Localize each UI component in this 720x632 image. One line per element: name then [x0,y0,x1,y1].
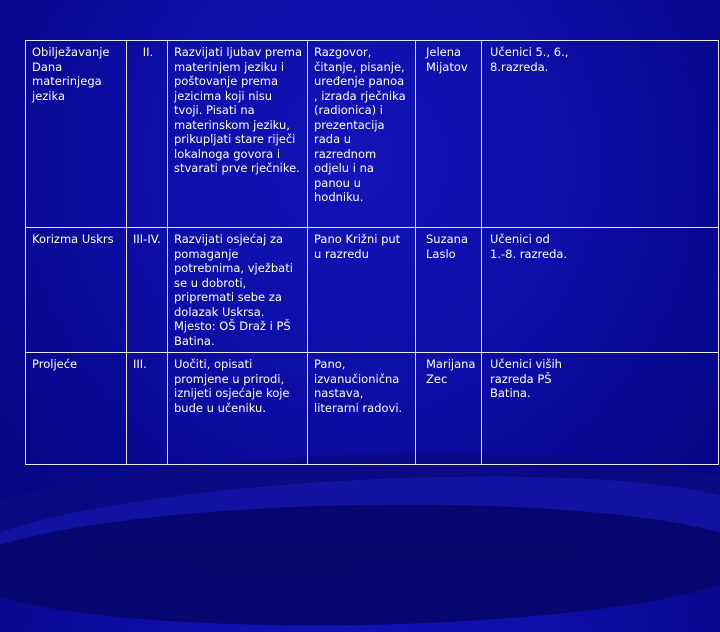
activity-table [25,40,719,465]
goal-cell: Razvijati ljubav prema materinjem jeziku i poštovanje prema jezicima koji nisu tvoji. Pisati na materinskom jeziku, prikupljati stare riječi lokalnoga govora i stvarati prve rječnike. [168,41,308,228]
participants-cell: Učenici viših razreda PŠ Batina. [482,353,719,465]
table-row [26,41,719,228]
activity-cell: Pano Križni put u razredu [308,228,416,353]
event-cell: Proljeće [26,353,127,465]
event-cell: Korizma Uskrs [26,228,127,353]
activity-cell: Pano, izvanučionična nastava, literarni radovi. [308,353,416,465]
leader-cell: Jelena Mijatov [416,41,482,228]
goal-cell: Uočiti, opisati promjene u prirodi, iznijeti osjećaje koje bude u učeniku. [168,353,308,465]
event-cell: Obilježavanje Dana materinjega jezika [26,41,127,228]
participants-cell: Učenici od 1.-8. razreda. [482,228,719,353]
month-cell: III-IV. [127,228,168,353]
table-row [26,228,719,353]
leader-cell: Marijana Zec [416,353,482,465]
month-cell: II. [127,41,168,228]
table-row [26,353,719,465]
background-swoosh-bottom [0,498,720,632]
participants-cell: Učenici 5., 6., 8.razreda. [482,41,719,228]
month-cell: III. [127,353,168,465]
goal-cell: Razvijati osjećaj za pomaganje potrebnima, vježbati se u dobroti, pripremati sebe za dolazak Uskrsa. Mjesto: OŠ Draž i PŠ Batina. [168,228,308,353]
background-swoosh-highlight [0,459,720,621]
activity-cell: Razgovor, čitanje, pisanje, uređenje panoa , izrada rječnika (radionica) i prezentacija rada u razrednom odjelu i na panou u hodniku. [308,41,416,228]
leader-cell: Suzana Laslo [416,228,482,353]
